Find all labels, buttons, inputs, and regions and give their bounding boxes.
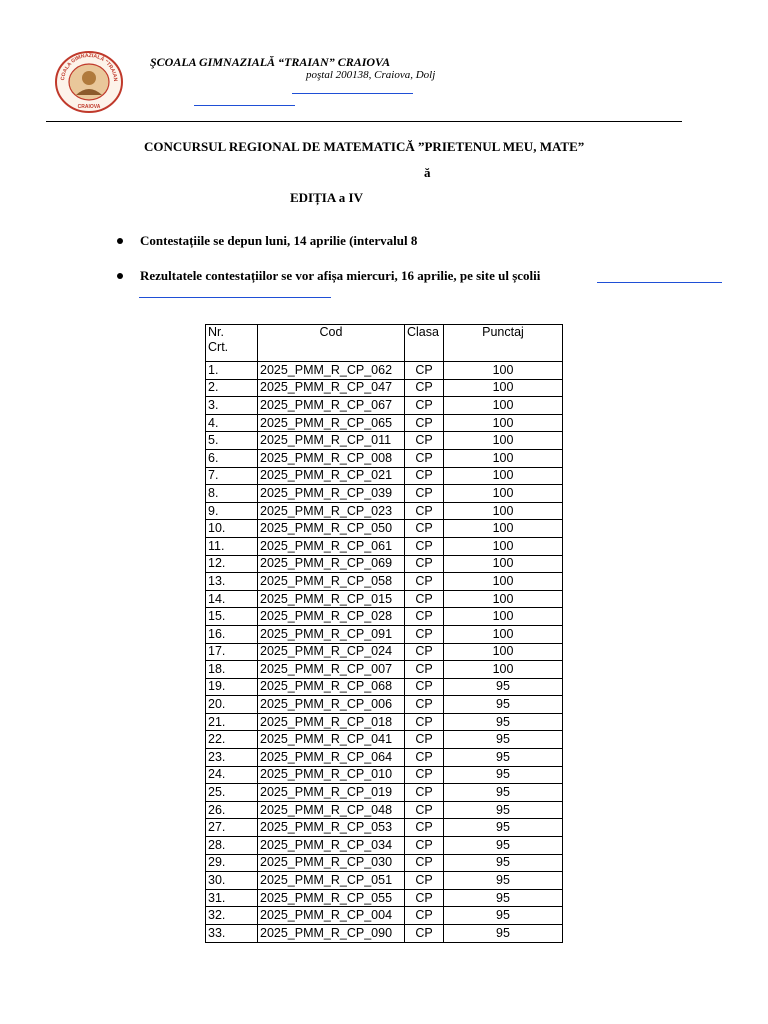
cell-nr: 19. <box>206 678 258 696</box>
table-row <box>206 889 563 907</box>
cell-nr: 30. <box>206 872 258 890</box>
cell-nr: 12. <box>206 555 258 573</box>
cell-punctaj: 100 <box>444 608 563 626</box>
cell-cod: 2025_PMM_R_CP_055 <box>258 889 405 907</box>
cell-nr: 16. <box>206 625 258 643</box>
table-row <box>206 837 563 855</box>
cell-nr: 17. <box>206 643 258 661</box>
cell-clasa: CP <box>405 362 444 380</box>
table-row <box>206 590 563 608</box>
cell-clasa: CP <box>405 854 444 872</box>
cell-cod: 2025_PMM_R_CP_024 <box>258 643 405 661</box>
cell-clasa: CP <box>405 819 444 837</box>
cell-punctaj: 95 <box>444 907 563 925</box>
cell-clasa: CP <box>405 449 444 467</box>
cell-clasa: CP <box>405 379 444 397</box>
cell-punctaj: 95 <box>444 784 563 802</box>
table-row <box>206 537 563 555</box>
cell-nr: 21. <box>206 713 258 731</box>
cell-punctaj: 100 <box>444 414 563 432</box>
bullet-icon <box>117 238 123 244</box>
cell-clasa: CP <box>405 801 444 819</box>
cell-cod: 2025_PMM_R_CP_039 <box>258 485 405 503</box>
cell-clasa: CP <box>405 643 444 661</box>
cell-clasa: CP <box>405 749 444 767</box>
edition-heading: EDIȚIA a IV <box>290 190 363 205</box>
school-site-link[interactable] <box>597 282 722 283</box>
table-row <box>206 467 563 485</box>
header-divider <box>46 121 682 122</box>
cell-nr: 2. <box>206 379 258 397</box>
school-logo <box>54 51 124 113</box>
cell-clasa: CP <box>405 731 444 749</box>
cell-clasa: CP <box>405 907 444 925</box>
website-link[interactable] <box>194 105 295 106</box>
cell-cod: 2025_PMM_R_CP_034 <box>258 837 405 855</box>
table-row <box>206 520 563 538</box>
cell-punctaj: 100 <box>444 537 563 555</box>
table-header-row <box>206 325 563 362</box>
cell-cod: 2025_PMM_R_CP_047 <box>258 379 405 397</box>
cell-punctaj: 100 <box>444 502 563 520</box>
cell-nr: 14. <box>206 590 258 608</box>
cell-punctaj: 100 <box>444 590 563 608</box>
cell-clasa: CP <box>405 590 444 608</box>
cell-nr: 15. <box>206 608 258 626</box>
contest-title: CONCURSUL REGIONAL DE MATEMATICĂ ”PRIETENUL MEU, MATE” <box>144 139 585 154</box>
cell-cod: 2025_PMM_R_CP_023 <box>258 502 405 520</box>
cell-nr: 9. <box>206 502 258 520</box>
cell-nr: 1. <box>206 362 258 380</box>
table-row <box>206 731 563 749</box>
seal-portrait-head <box>82 71 96 85</box>
table-row <box>206 573 563 591</box>
table-row <box>206 766 563 784</box>
cell-clasa: CP <box>405 661 444 679</box>
table-row <box>206 625 563 643</box>
table-row <box>206 643 563 661</box>
cell-cod: 2025_PMM_R_CP_058 <box>258 573 405 591</box>
cell-cod: 2025_PMM_R_CP_004 <box>258 907 405 925</box>
cell-punctaj: 95 <box>444 766 563 784</box>
cell-clasa: CP <box>405 414 444 432</box>
bullet-text: Rezultatele contestațiilor se vor afișa miercuri, 16 aprilie, pe site ul școlii <box>140 268 541 283</box>
cell-punctaj: 95 <box>444 731 563 749</box>
table-row <box>206 678 563 696</box>
cell-clasa: CP <box>405 608 444 626</box>
cell-clasa: CP <box>405 555 444 573</box>
cell-punctaj: 95 <box>444 678 563 696</box>
cell-punctaj: 100 <box>444 397 563 415</box>
bullet-item-results <box>140 268 540 284</box>
cell-cod: 2025_PMM_R_CP_041 <box>258 731 405 749</box>
stray-character: ă <box>424 165 431 180</box>
cell-punctaj: 95 <box>444 872 563 890</box>
cell-cod: 2025_PMM_R_CP_091 <box>258 625 405 643</box>
cell-cod: 2025_PMM_R_CP_015 <box>258 590 405 608</box>
bullet-icon <box>117 273 123 279</box>
cell-punctaj: 95 <box>444 925 563 943</box>
table-row <box>206 854 563 872</box>
cell-punctaj: 100 <box>444 467 563 485</box>
cell-clasa: CP <box>405 573 444 591</box>
cell-cod: 2025_PMM_R_CP_011 <box>258 432 405 450</box>
cell-cod: 2025_PMM_R_CP_008 <box>258 449 405 467</box>
cell-punctaj: 100 <box>444 379 563 397</box>
cell-cod: 2025_PMM_R_CP_021 <box>258 467 405 485</box>
cell-cod: 2025_PMM_R_CP_062 <box>258 362 405 380</box>
cell-cod: 2025_PMM_R_CP_010 <box>258 766 405 784</box>
cell-clasa: CP <box>405 872 444 890</box>
cell-punctaj: 95 <box>444 801 563 819</box>
header-cod: Cod <box>258 325 405 362</box>
cell-punctaj: 100 <box>444 573 563 591</box>
school-address: poştal 200138, Craiova, Dolj <box>306 69 436 81</box>
bullet-text: Contestațiile se depun luni, 14 aprilie (intervalul 8 <box>140 233 418 248</box>
table-row <box>206 502 563 520</box>
header-crt: Crt. <box>208 340 229 354</box>
cell-nr: 18. <box>206 661 258 679</box>
cell-clasa: CP <box>405 696 444 714</box>
school-name: ŞCOALA GIMNAZIALĂ “TRAIAN” CRAIOVA <box>150 55 391 69</box>
cell-clasa: CP <box>405 625 444 643</box>
cell-punctaj: 100 <box>444 362 563 380</box>
email-link[interactable] <box>292 93 413 94</box>
cell-punctaj: 100 <box>444 520 563 538</box>
cell-cod: 2025_PMM_R_CP_048 <box>258 801 405 819</box>
cell-punctaj: 100 <box>444 485 563 503</box>
cell-nr: 13. <box>206 573 258 591</box>
table-row <box>206 801 563 819</box>
bullet-item-appeals <box>140 233 417 249</box>
cell-clasa: CP <box>405 678 444 696</box>
cell-nr: 11. <box>206 537 258 555</box>
cell-cod: 2025_PMM_R_CP_090 <box>258 925 405 943</box>
cell-cod: 2025_PMM_R_CP_051 <box>258 872 405 890</box>
cell-clasa: CP <box>405 502 444 520</box>
table-row <box>206 449 563 467</box>
cell-cod: 2025_PMM_R_CP_030 <box>258 854 405 872</box>
header-nr-crt <box>206 325 258 362</box>
cell-nr: 31. <box>206 889 258 907</box>
school-site-link-continued[interactable] <box>139 297 331 298</box>
table-row <box>206 414 563 432</box>
table-row <box>206 555 563 573</box>
seal-ring-text-bottom: CRAIOVA <box>77 104 101 110</box>
cell-clasa: CP <box>405 537 444 555</box>
cell-clasa: CP <box>405 925 444 943</box>
cell-nr: 26. <box>206 801 258 819</box>
results-table <box>205 324 563 943</box>
cell-punctaj: 95 <box>444 713 563 731</box>
table-row <box>206 696 563 714</box>
cell-punctaj: 100 <box>444 661 563 679</box>
seal-ring-text-top: COALA GIMNAZIALĂ "TRAIAN <box>60 52 119 82</box>
cell-nr: 20. <box>206 696 258 714</box>
cell-cod: 2025_PMM_R_CP_067 <box>258 397 405 415</box>
cell-cod: 2025_PMM_R_CP_053 <box>258 819 405 837</box>
cell-clasa: CP <box>405 467 444 485</box>
cell-clasa: CP <box>405 397 444 415</box>
table-row <box>206 819 563 837</box>
cell-cod: 2025_PMM_R_CP_064 <box>258 749 405 767</box>
cell-punctaj: 95 <box>444 854 563 872</box>
cell-cod: 2025_PMM_R_CP_061 <box>258 537 405 555</box>
cell-clasa: CP <box>405 432 444 450</box>
cell-clasa: CP <box>405 837 444 855</box>
cell-nr: 7. <box>206 467 258 485</box>
table-row <box>206 432 563 450</box>
cell-cod: 2025_PMM_R_CP_069 <box>258 555 405 573</box>
cell-clasa: CP <box>405 713 444 731</box>
header-punctaj: Punctaj <box>444 325 563 362</box>
table-row <box>206 362 563 380</box>
cell-clasa: CP <box>405 889 444 907</box>
cell-cod: 2025_PMM_R_CP_065 <box>258 414 405 432</box>
cell-nr: 5. <box>206 432 258 450</box>
table-row <box>206 925 563 943</box>
cell-nr: 23. <box>206 749 258 767</box>
cell-punctaj: 100 <box>444 449 563 467</box>
cell-nr: 29. <box>206 854 258 872</box>
cell-nr: 27. <box>206 819 258 837</box>
cell-cod: 2025_PMM_R_CP_050 <box>258 520 405 538</box>
cell-punctaj: 95 <box>444 749 563 767</box>
cell-nr: 22. <box>206 731 258 749</box>
cell-nr: 10. <box>206 520 258 538</box>
cell-nr: 32. <box>206 907 258 925</box>
cell-punctaj: 100 <box>444 555 563 573</box>
cell-clasa: CP <box>405 520 444 538</box>
cell-nr: 8. <box>206 485 258 503</box>
cell-punctaj: 95 <box>444 819 563 837</box>
cell-cod: 2025_PMM_R_CP_019 <box>258 784 405 802</box>
cell-cod: 2025_PMM_R_CP_028 <box>258 608 405 626</box>
cell-nr: 6. <box>206 449 258 467</box>
header-clasa: Clasa <box>405 325 444 362</box>
cell-nr: 28. <box>206 837 258 855</box>
cell-punctaj: 95 <box>444 837 563 855</box>
table-row <box>206 397 563 415</box>
table-row <box>206 661 563 679</box>
table-row <box>206 907 563 925</box>
cell-punctaj: 100 <box>444 432 563 450</box>
table-row <box>206 749 563 767</box>
cell-nr: 25. <box>206 784 258 802</box>
cell-cod: 2025_PMM_R_CP_068 <box>258 678 405 696</box>
table-row <box>206 713 563 731</box>
cell-clasa: CP <box>405 784 444 802</box>
table-row <box>206 872 563 890</box>
cell-punctaj: 95 <box>444 889 563 907</box>
cell-punctaj: 100 <box>444 643 563 661</box>
table-row <box>206 379 563 397</box>
table-row <box>206 608 563 626</box>
cell-clasa: CP <box>405 485 444 503</box>
cell-nr: 4. <box>206 414 258 432</box>
table-row <box>206 485 563 503</box>
cell-nr: 33. <box>206 925 258 943</box>
cell-punctaj: 100 <box>444 625 563 643</box>
cell-cod: 2025_PMM_R_CP_007 <box>258 661 405 679</box>
cell-clasa: CP <box>405 766 444 784</box>
header-nr: Nr. <box>208 325 224 339</box>
cell-nr: 3. <box>206 397 258 415</box>
cell-nr: 24. <box>206 766 258 784</box>
table-row <box>206 784 563 802</box>
cell-cod: 2025_PMM_R_CP_006 <box>258 696 405 714</box>
school-seal-icon <box>54 51 124 113</box>
cell-punctaj: 95 <box>444 696 563 714</box>
cell-cod: 2025_PMM_R_CP_018 <box>258 713 405 731</box>
